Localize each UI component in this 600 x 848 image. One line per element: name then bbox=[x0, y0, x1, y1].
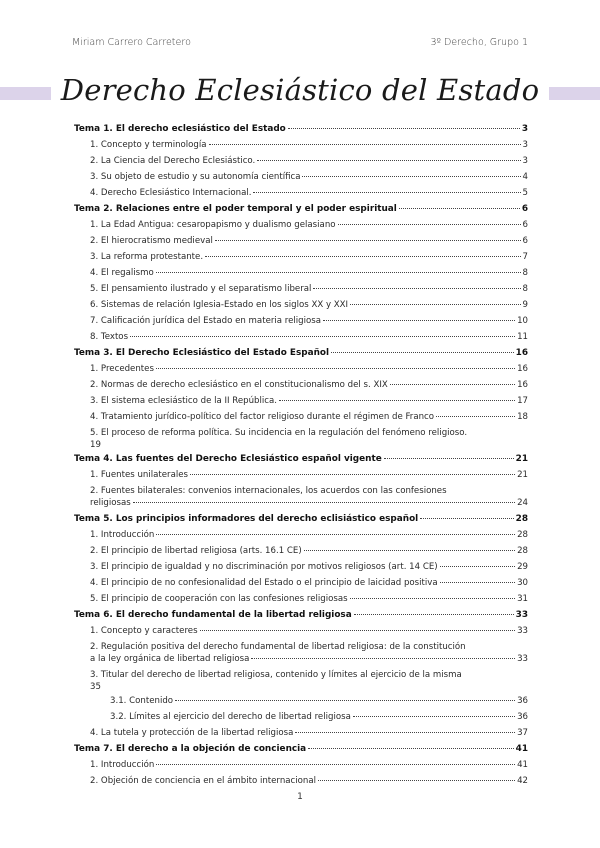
page-number: 24 bbox=[517, 498, 528, 508]
toc-entry-continuation[interactable]: a la ley orgánica de libertad religiosa 33 bbox=[90, 654, 528, 664]
dot-leader bbox=[308, 748, 513, 749]
dot-leader bbox=[399, 208, 520, 209]
dot-leader bbox=[253, 192, 520, 193]
dot-leader bbox=[338, 224, 521, 225]
page-number: 16 bbox=[517, 364, 528, 374]
course-name: 3º Derecho, Grupo 1 bbox=[430, 37, 528, 48]
toc-entry[interactable]: 1. La Edad Antigua: cesaropapismo y dualismo gelasiano 6 bbox=[74, 217, 528, 233]
toc-entry-label: 2. Regulación positiva del derecho fundamental de libertad religiosa: de la constitución bbox=[90, 642, 466, 652]
toc-entry-tema-4[interactable]: Tema 4. Las fuentes del Derecho Eclesiástico español vigente 21 bbox=[74, 451, 528, 467]
toc-entry[interactable]: 2. Normas de derecho eclesiástico en el constitucionalismo del s. XIX 16 bbox=[74, 377, 528, 393]
dot-leader bbox=[436, 416, 515, 417]
dot-leader bbox=[156, 368, 515, 369]
toc-entry-label: 3. Titular del derecho de libertad religiosa, contenido y límites al ejercicio de la misma bbox=[90, 670, 462, 680]
toc-entry[interactable]: 2. La Ciencia del Derecho Eclesiástico. 3 bbox=[74, 153, 528, 169]
toc-entry[interactable] bbox=[74, 483, 528, 497]
page-number: 10 bbox=[517, 316, 528, 326]
dot-leader bbox=[440, 582, 515, 583]
toc-entry[interactable]: 1. Introducción 41 bbox=[74, 757, 528, 773]
toc-entry[interactable]: 3. La reforma protestante. 7 bbox=[74, 249, 528, 265]
dot-leader bbox=[323, 320, 515, 321]
page-number: 42 bbox=[517, 776, 528, 786]
toc-entry[interactable]: 5. El principio de cooperación con las confesiones religiosas 31 bbox=[74, 591, 528, 607]
toc-entry[interactable] bbox=[74, 667, 528, 681]
toc-entry-tema-7[interactable]: Tema 7. El derecho a la objeción de conciencia 41 bbox=[74, 741, 528, 757]
toc-entry-page bbox=[74, 681, 528, 693]
page-number: 3 bbox=[522, 140, 528, 150]
toc-entry[interactable]: 1. Introducción 28 bbox=[74, 527, 528, 543]
toc-entry-label: 5. El proceso de reforma política. Su incidencia en la regulación del fenómeno religioso. bbox=[90, 428, 468, 438]
toc-entry[interactable]: 1. Concepto y terminología 3 bbox=[74, 137, 528, 153]
page-number: 17 bbox=[517, 396, 528, 406]
page-number: 37 bbox=[517, 728, 528, 738]
dot-leader bbox=[215, 240, 521, 241]
toc-entry[interactable]: 2. El principio de libertad religiosa (arts. 16.1 CE) 28 bbox=[74, 543, 528, 559]
toc-entry[interactable]: 3. Su objeto de estudio y su autonomía científica 4 bbox=[74, 169, 528, 185]
document-title-text: Derecho Eclesiástico del Estado bbox=[51, 70, 550, 110]
footer-page-number: 1 bbox=[297, 792, 303, 802]
dot-leader bbox=[350, 304, 520, 305]
toc-entry[interactable]: 4. Derecho Eclesiástico Internacional. 5 bbox=[74, 185, 528, 201]
dot-leader bbox=[331, 352, 514, 353]
page-number: 6 bbox=[522, 236, 528, 246]
toc-entry-continuation[interactable]: religiosas 24 bbox=[90, 498, 528, 508]
page-number: 31 bbox=[517, 594, 528, 604]
page-number: 4 bbox=[522, 172, 528, 182]
toc-entry[interactable]: 7. Calificación jurídica del Estado en materia religiosa 10 bbox=[74, 313, 528, 329]
toc-entry[interactable]: 2. Objeción de conciencia en el ámbito internacional 42 bbox=[74, 773, 528, 789]
page-number: 18 bbox=[517, 412, 528, 422]
dot-leader bbox=[200, 630, 516, 631]
toc-entry[interactable]: 1. Fuentes unilaterales 21 bbox=[74, 467, 528, 483]
toc-entry-tema-6[interactable]: Tema 6. El derecho fundamental de la libertad religiosa 33 bbox=[74, 607, 528, 623]
page-number: 16 bbox=[515, 348, 528, 358]
page-footer bbox=[0, 792, 600, 802]
page-number: 11 bbox=[517, 332, 528, 342]
dot-leader bbox=[257, 160, 520, 161]
toc-entry[interactable]: 4. La tutela y protección de la libertad religiosa 37 bbox=[74, 725, 528, 741]
dot-leader bbox=[350, 598, 515, 599]
dot-leader bbox=[279, 400, 515, 401]
toc-entry[interactable]: 3.1. Contenido 36 bbox=[74, 693, 528, 709]
page-number: 9 bbox=[522, 300, 528, 310]
dot-leader bbox=[156, 764, 515, 765]
page-header bbox=[72, 37, 528, 48]
page-number: 8 bbox=[522, 284, 528, 294]
dot-leader bbox=[209, 144, 521, 145]
toc-entry[interactable] bbox=[74, 639, 528, 653]
page-number: 33 bbox=[515, 610, 528, 620]
dot-leader bbox=[353, 716, 515, 717]
dot-leader bbox=[156, 534, 515, 535]
toc-entry-tema-1[interactable]: Tema 1. El derecho eclesiástico del Estado 3 bbox=[74, 121, 528, 137]
author-name: Miriam Carrero Carretero bbox=[72, 37, 191, 48]
dot-leader bbox=[205, 256, 520, 257]
dot-leader bbox=[313, 288, 520, 289]
dot-leader bbox=[354, 614, 514, 615]
toc-entry[interactable]: 3. El sistema eclesiástico de la II República. 17 bbox=[74, 393, 528, 409]
toc-entry-tema-5[interactable]: Tema 5. Los principios informadores del derecho eclisiástico español 28 bbox=[74, 511, 528, 527]
page-number: 16 bbox=[517, 380, 528, 390]
dot-leader bbox=[175, 700, 515, 701]
page-number: 21 bbox=[517, 470, 528, 480]
page-number: 6 bbox=[521, 204, 528, 214]
page-number: 29 bbox=[517, 562, 528, 572]
page-number: 19 bbox=[90, 440, 101, 450]
dot-leader bbox=[295, 732, 515, 733]
document-title bbox=[0, 70, 600, 110]
toc-entry[interactable]: 6. Sistemas de relación Iglesia-Estado en los siglos XX y XXI 9 bbox=[74, 297, 528, 313]
toc-entry-page bbox=[74, 439, 528, 451]
page-number: 28 bbox=[515, 514, 528, 524]
toc-entry[interactable]: 3. El principio de igualdad y no discriminación por motivos religiosos (art. 14 CE) 29 bbox=[74, 559, 528, 575]
page-number: 36 bbox=[517, 712, 528, 722]
dot-leader bbox=[384, 458, 514, 459]
page-number: 33 bbox=[517, 654, 528, 664]
page-number: 28 bbox=[517, 530, 528, 540]
page-number: 33 bbox=[517, 626, 528, 636]
dot-leader bbox=[288, 128, 520, 129]
dot-leader bbox=[251, 658, 515, 659]
dot-leader bbox=[318, 780, 515, 781]
page-number: 30 bbox=[517, 578, 528, 588]
toc-entry-tema-2[interactable]: Tema 2. Relaciones entre el poder temporal y el poder espiritual 6 bbox=[74, 201, 528, 217]
toc-entry[interactable]: 2. El hierocratismo medieval 6 bbox=[74, 233, 528, 249]
toc-entry[interactable]: 4. El principio de no confesionalidad del Estado o el principio de laicidad positiva 30 bbox=[74, 575, 528, 591]
page-number: 3 bbox=[521, 124, 528, 134]
toc-entry[interactable] bbox=[74, 425, 528, 439]
dot-leader bbox=[420, 518, 513, 519]
table-of-contents bbox=[74, 121, 528, 789]
page-number: 28 bbox=[517, 546, 528, 556]
dot-leader bbox=[130, 336, 515, 337]
toc-entry[interactable]: 4. El regalismo 8 bbox=[74, 265, 528, 281]
page-number: 3 bbox=[522, 156, 528, 166]
toc-entry-tema-3[interactable]: Tema 3. El Derecho Eclesiástico del Estado Español 16 bbox=[74, 345, 528, 361]
dot-leader bbox=[390, 384, 515, 385]
page-number: 36 bbox=[517, 696, 528, 706]
page-number: 41 bbox=[515, 744, 528, 754]
toc-entry[interactable]: 5. El pensamiento ilustrado y el separatismo liberal 8 bbox=[74, 281, 528, 297]
toc-entry[interactable]: 8. Textos 11 bbox=[74, 329, 528, 345]
page-number: 8 bbox=[522, 268, 528, 278]
page-number: 41 bbox=[517, 760, 528, 770]
page-number: 35 bbox=[90, 682, 101, 692]
toc-entry[interactable]: 4. Tratamiento jurídico-político del factor religioso durante el régimen de Franco 18 bbox=[74, 409, 528, 425]
page-number: 21 bbox=[515, 454, 528, 464]
page-number: 7 bbox=[522, 252, 528, 262]
toc-entry[interactable]: 3.2. Límites al ejercicio del derecho de libertad religiosa 36 bbox=[74, 709, 528, 725]
dot-leader bbox=[156, 272, 521, 273]
dot-leader bbox=[190, 474, 515, 475]
toc-entry[interactable]: 1. Precedentes 16 bbox=[74, 361, 528, 377]
page-number: 6 bbox=[522, 220, 528, 230]
page-number: 5 bbox=[522, 188, 528, 198]
dot-leader bbox=[304, 550, 515, 551]
toc-entry[interactable]: 1. Concepto y caracteres 33 bbox=[74, 623, 528, 639]
dot-leader bbox=[440, 566, 515, 567]
dot-leader bbox=[133, 502, 515, 503]
toc-entry-label: 2. Fuentes bilaterales: convenios internacionales, los acuerdos con las confesiones bbox=[90, 486, 447, 496]
dot-leader bbox=[302, 176, 520, 177]
